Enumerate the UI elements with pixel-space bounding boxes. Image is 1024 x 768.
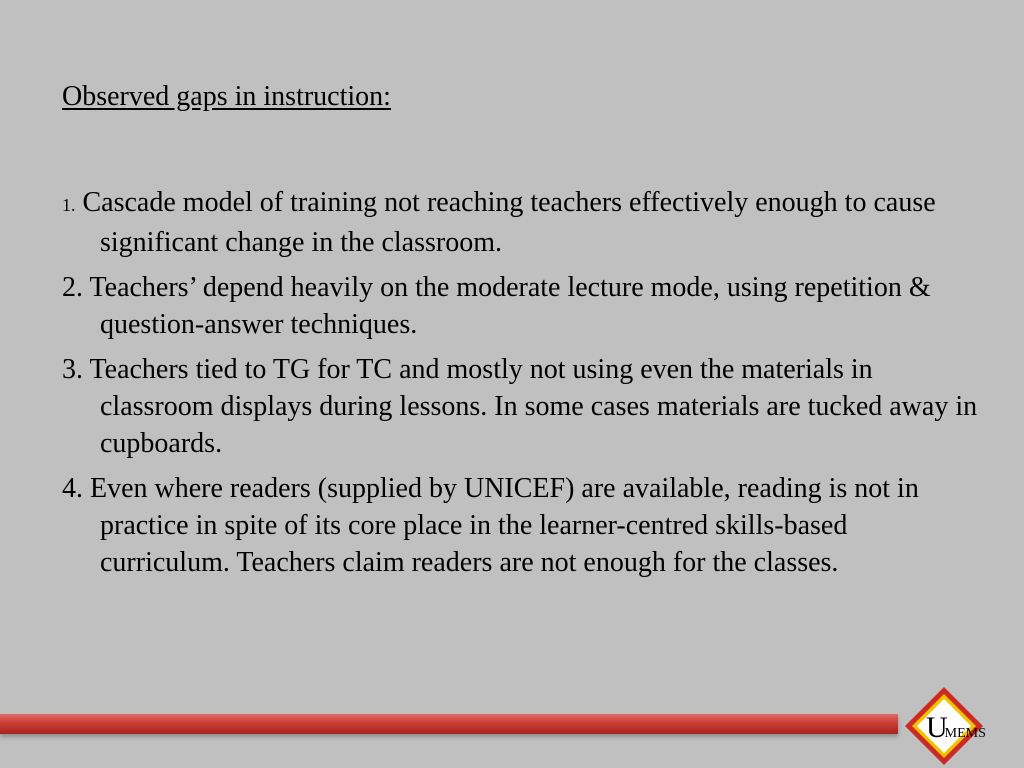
- item-text: Even where readers (supplied by UNICEF) are available, reading is not in practice in spite of its core place in the learner-centred skills-based curriculum. Teachers claim readers are not enough for the classes.: [90, 473, 919, 578]
- item-number: 1.: [62, 195, 76, 215]
- footer-bar: [0, 714, 898, 734]
- list-item: [62, 351, 982, 462]
- list-item: [62, 470, 982, 581]
- item-number: 2.: [62, 272, 83, 303]
- list-item: [62, 184, 982, 261]
- logo-wordmark: MEMS: [944, 726, 986, 741]
- item-number: 3.: [62, 354, 83, 385]
- logo-text: [926, 713, 986, 743]
- item-text: Cascade model of training not reaching teachers effectively enough to cause significant change in the classroom.: [82, 187, 936, 258]
- item-text: Teachers’ depend heavily on the moderate lecture mode, using repetition & question-answer techniques.: [89, 272, 931, 340]
- gaps-list: [62, 184, 982, 589]
- list-item: [62, 269, 982, 343]
- item-number: 4.: [62, 473, 83, 504]
- slide-heading: Observed gaps in instruction:: [62, 81, 391, 112]
- logo-letter: U: [926, 711, 948, 744]
- item-text: Teachers tied to TG for TC and mostly not using even the materials in classroom displays during lessons. In some cases materials are tucked away in cupboards.: [89, 354, 978, 459]
